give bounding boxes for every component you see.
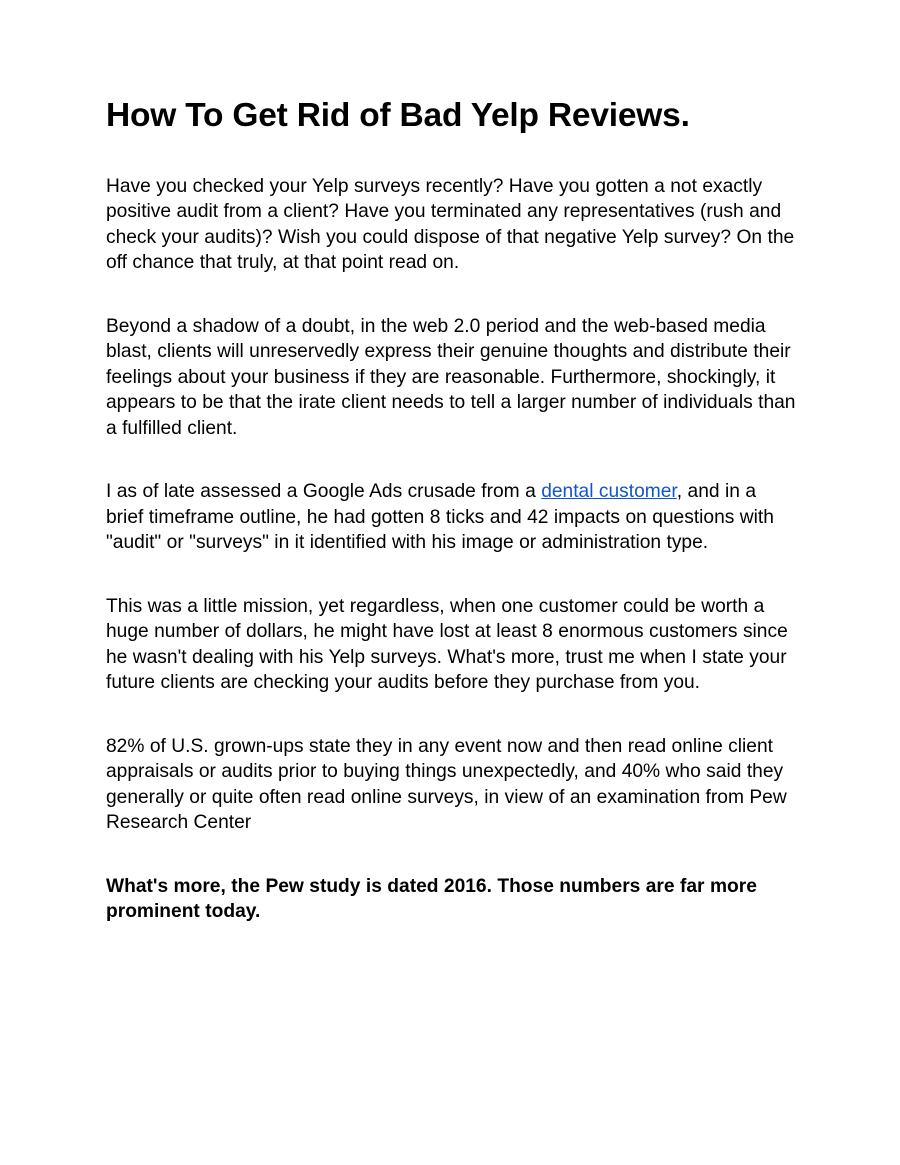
dental-customer-link[interactable]: dental customer — [541, 481, 677, 503]
paragraph-intro: Have you checked your Yelp surveys recently? Have you gotten a not exactly positive audit from a client? Have you terminated any representatives (rush and check your audits)? Wish you could dispose of that negative Yelp survey? On the off chance that truly, at that point read on. — [106, 175, 795, 274]
paragraph-text-before-link: I as of late assessed a Google Ads crusade from a — [106, 481, 542, 503]
paragraph-lost-customers: This was a little mission, yet regardless, when one customer could be worth a huge number of dollars, he might have lost at least 8 enormous customers since he wasn't dealing with his Yelp surveys. What's more, trust me when I state your future clients are checking your audits before they purchase from you. — [106, 595, 788, 694]
paragraph-pew-statistics: 82% of U.S. grown-ups state they in any event now and then read online client appraisals or audits prior to buying things unexpectedly, and 40% who said they generally or quite often read online surveys, in view of an examination from Pew Research Center — [106, 735, 787, 834]
paragraph-google-ads-case — [106, 479, 796, 556]
paragraph-pew-date-note: What's more, the Pew study is dated 2016. Those numbers are far more prominent today. — [106, 875, 757, 923]
document-content — [106, 96, 796, 925]
page-title: How To Get Rid of Bad Yelp Reviews. — [106, 97, 690, 134]
paragraph-text-after-link: , and in a brief timeframe outline, he had gotten 8 ticks and 42 impacts on questions with "audit" or "surveys" in it identified with his image or administration type. — [106, 481, 774, 554]
paragraph-web-two-point-oh: Beyond a shadow of a doubt, in the web 2.0 period and the web-based media blast, clients will unreservedly express their genuine thoughts and distribute their feelings about your business if they are reasonable. Furthermore, shockingly, it appears to be that the irate client needs to tell a larger number of individuals than a fulfilled client. — [106, 315, 796, 439]
